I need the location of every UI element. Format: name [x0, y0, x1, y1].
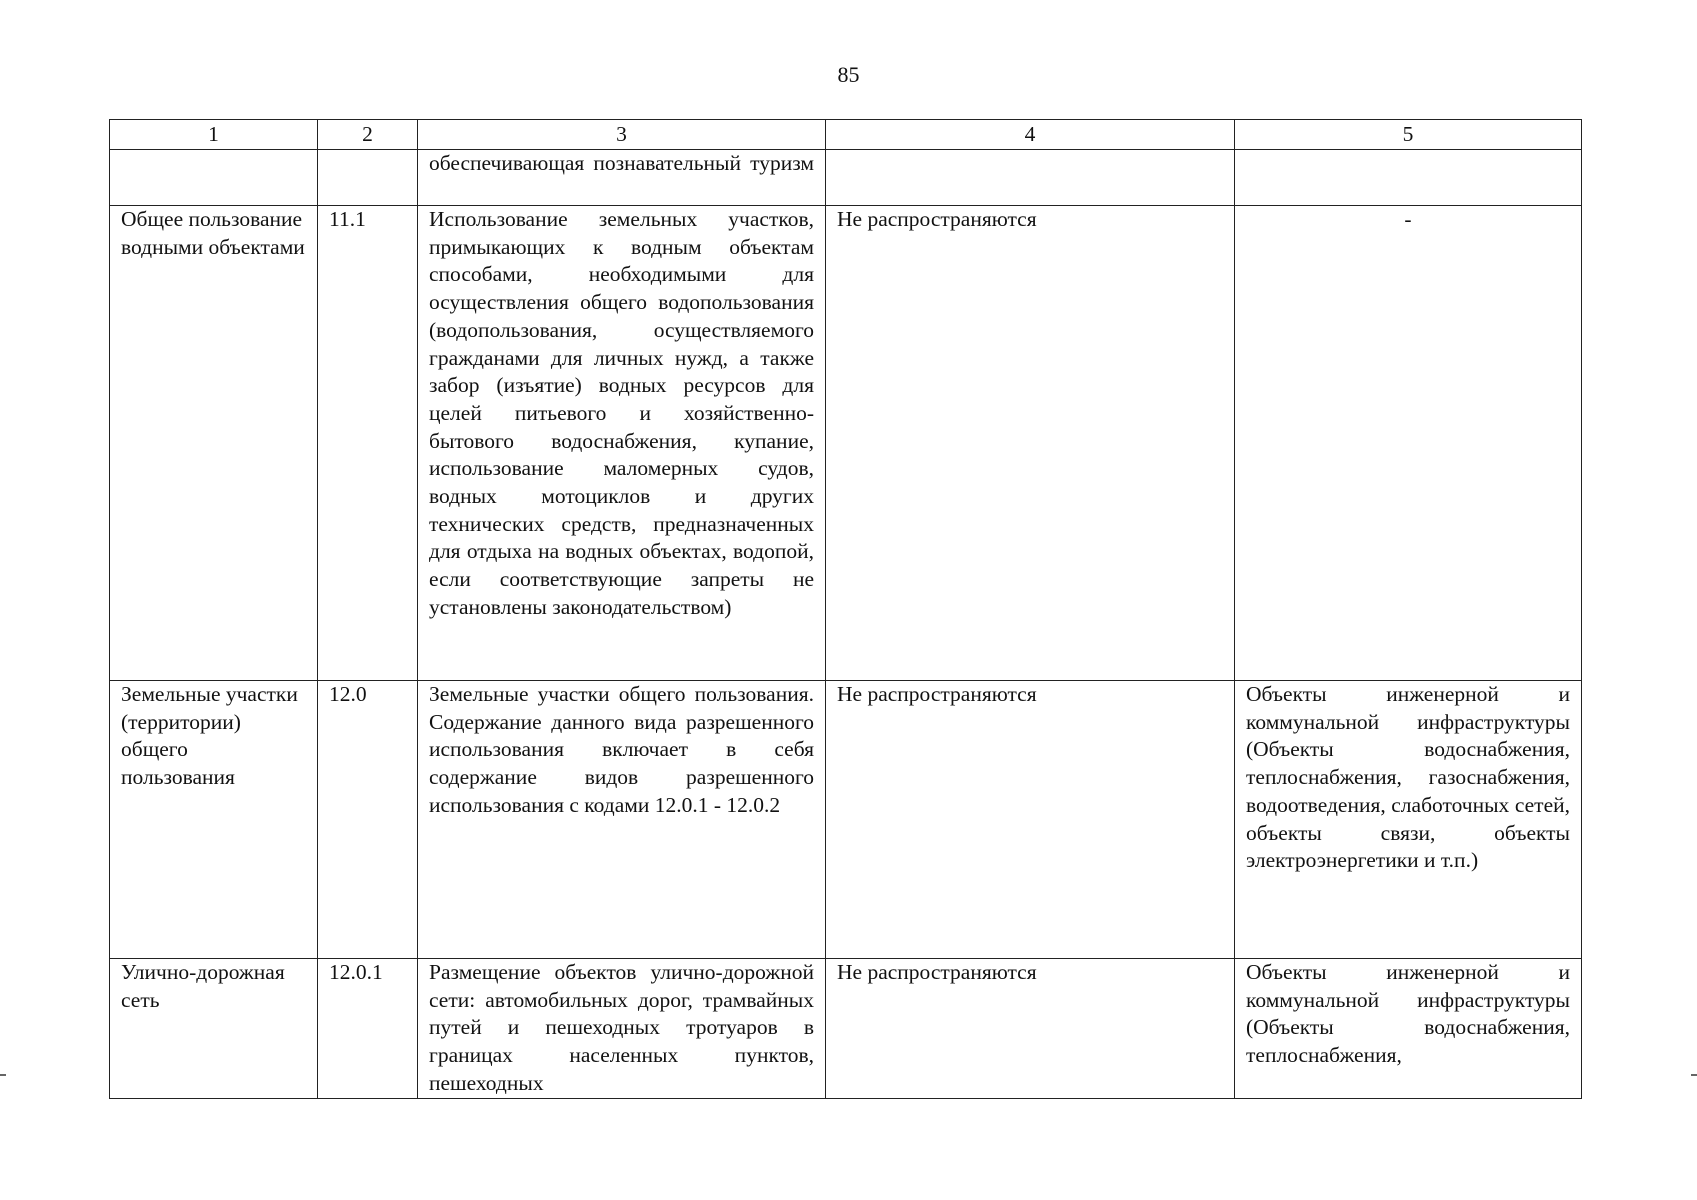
- auxiliary-uses-cell: Объекты инженерной и коммунальной инфраструктуры (Объекты водоснабжения, теплоснабжения, газоснабжения, водоотведения, слаботочных сетей, объекты связи, объекты электроэнергетики и т.п.): [1235, 681, 1582, 959]
- table-header-row: [110, 120, 1582, 150]
- land-use-table: [109, 119, 1582, 1099]
- use-code-cell: [318, 150, 418, 206]
- use-code-cell: 12.0: [318, 681, 418, 959]
- column-header-1: 1: [110, 120, 318, 150]
- column-header-3: 3: [418, 120, 826, 150]
- use-name-cell: Земельные участки (территории) общего пользования: [110, 681, 318, 959]
- scan-margin-mark-left: [0, 1074, 6, 1076]
- table-row: [110, 150, 1582, 206]
- use-name-cell: Общее пользование водными объектами: [110, 206, 318, 681]
- use-description-cell: Размещение объектов улично-дорожной сети: автомобильных дорог, трамвайных путей и пешеходных тротуаров в границах населенных пунктов, пешеходных: [418, 959, 826, 1099]
- use-description-cell: [418, 150, 826, 206]
- table-row: [110, 959, 1582, 1099]
- column-header-4: 4: [826, 120, 1235, 150]
- auxiliary-uses-cell: Объекты инженерной и коммунальной инфраструктуры (Объекты водоснабжения, теплоснабжения,: [1235, 959, 1582, 1099]
- column-header-5: 5: [1235, 120, 1582, 150]
- column-header-2: 2: [318, 120, 418, 150]
- regulations-cell: Не распространяются: [826, 206, 1235, 681]
- use-code-cell: 11.1: [318, 206, 418, 681]
- use-code-cell: 12.0.1: [318, 959, 418, 1099]
- description-text: обеспечивающая познавательный туризм: [429, 151, 814, 175]
- use-description-cell: Земельные участки общего пользования. Содержание данного вида разрешенного использования включает в себя содержание видов разрешенного использования с кодами 12.0.1 - 12.0.2: [418, 681, 826, 959]
- scan-margin-mark-right: [1691, 1074, 1697, 1076]
- table-row: [110, 206, 1582, 681]
- use-name-cell: [110, 150, 318, 206]
- use-description-cell: Использование земельных участков, примыкающих к водным объектам способами, необходимыми для осуществления общего водопользования (водопользования, осуществляемого гражданами для личных нужд, а также забор (изъятие) водных ресурсов для целей питьевого и хозяйственно-бытового водоснабжения, купание, использование маломерных судов, водных мотоциклов и других технических средств, предназначенных для отдыха на водных объектах, водопой, если соответствующие запреты не установлены законодательством): [418, 206, 826, 681]
- page-number: 85: [837, 62, 860, 87]
- auxiliary-uses-cell: [1235, 150, 1582, 206]
- regulations-cell: [826, 150, 1235, 206]
- auxiliary-uses-cell: -: [1235, 206, 1582, 681]
- table-row: [110, 681, 1582, 959]
- regulations-cell: Не распространяются: [826, 681, 1235, 959]
- use-name-cell: Улично-дорожная сеть: [110, 959, 318, 1099]
- regulations-cell: Не распространяются: [826, 959, 1235, 1099]
